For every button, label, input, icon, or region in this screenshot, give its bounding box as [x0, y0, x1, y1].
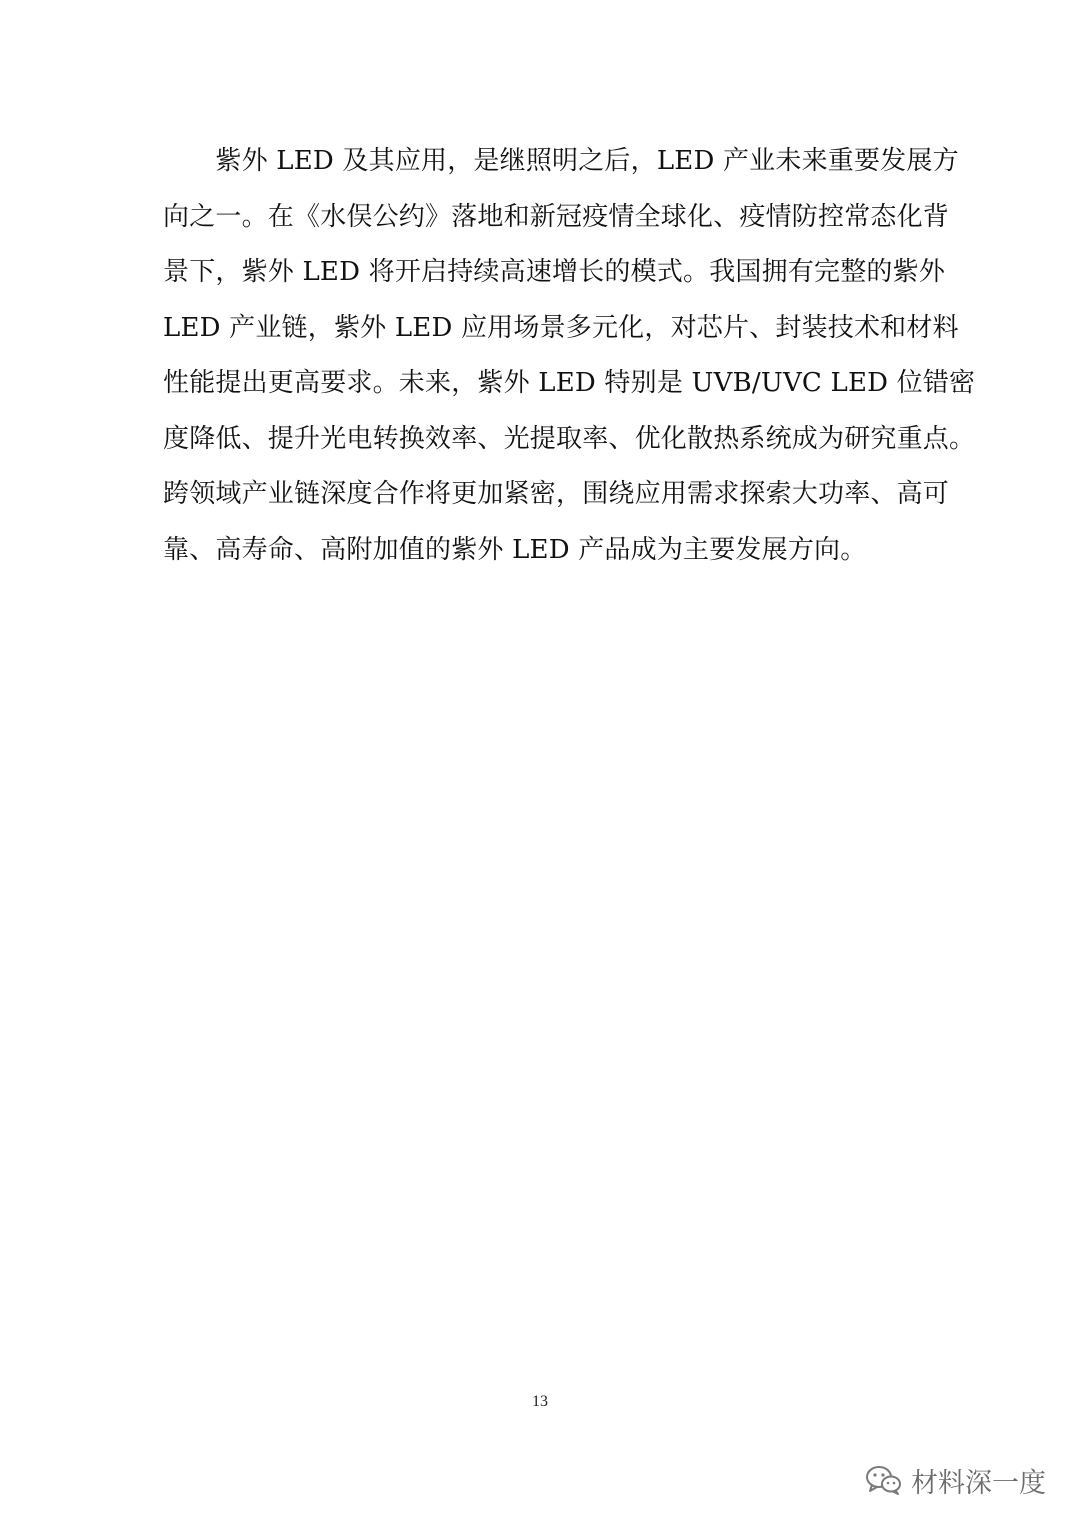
paragraph-line: LED 产业链，紫外 LED 应用场景多元化，对芯片、封装技术和材料 [163, 312, 959, 343]
body-paragraph [163, 138, 976, 582]
paragraph-line: 跨领域产业链深度合作将更加紧密，围绕应用需求探索大功率、高可 [163, 479, 950, 509]
watermark [865, 1460, 1046, 1500]
paragraph-line: 紫外 LED 及其应用，是继照明之后，LED 产业未来重要发展方 [163, 146, 959, 176]
paragraph-line: 度降低、提升光电转换效率、光提取率、优化散热系统成为研究重点。 [163, 423, 976, 454]
wechat-icon [865, 1464, 903, 1496]
paragraph-line: 景下，紫外 LED 将开启持续高速增长的模式。我国拥有完整的紫外 [163, 257, 946, 287]
watermark-label: 材料深一度 [911, 1467, 1046, 1499]
paragraph-line: 靠、高寿命、高附加值的紫外 LED 产品成为主要发展方向。 [163, 534, 867, 565]
paragraph-line: 性能提出更高要求。未来，紫外 LED 特别是 UVB/UVC LED 位错密 [163, 368, 976, 398]
page-number: 13 [532, 1393, 548, 1410]
paragraph-line: 向之一。在《水俣公约》落地和新冠疫情全球化、疫情防控常态化背 [163, 201, 950, 232]
